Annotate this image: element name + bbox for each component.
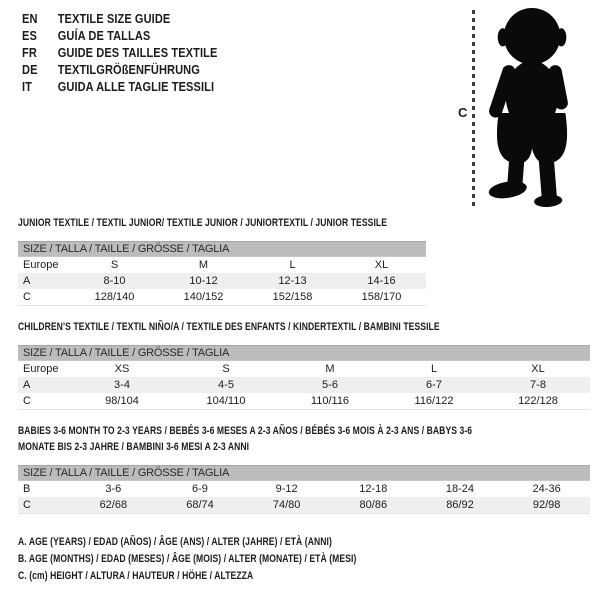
row-label: C [18,497,70,514]
language-list [22,10,217,95]
size-value-cell: 4-5 [174,377,278,393]
babies-table-section [18,423,600,514]
language-row [22,27,217,44]
junior-table-section [18,215,491,306]
size-value-cell: M [325,363,335,375]
size-value-cell: 18-24 [445,483,475,495]
toddler-silhouette-icon [482,6,578,208]
row-label: A [18,377,70,393]
size-value-cell: 74/80 [243,497,330,514]
size-table [18,241,426,306]
size-value-cell: 9-12 [275,483,298,495]
size-value-cell: XS [114,363,130,375]
language-row [22,61,217,78]
language-label: TEXTILE SIZE GUIDE [57,11,171,26]
size-value-cell: 140/152 [183,291,224,303]
language-label: GUIDE DES TAILLES TEXTILE [57,45,218,60]
table-row [18,257,426,274]
footnote-line: A. AGE (YEARS) / EDAD (AÑOS) / ÂGE (ANS) / ALTER (JAHRE) / ETÀ (ANNI) [18,536,332,548]
table-row [18,361,590,378]
size-value-cell: 3-6 [105,483,122,495]
table-title: CHILDREN'S TEXTILE / TEXTIL NIÑO/A / TEXTILE DES ENFANTS / KINDERTEXTIL / BAMBINI TESSILE [18,321,440,333]
footnote-line: C. (cm) HEIGHT / ALTURA / HAUTEUR / HÖHE / ALTEZZA [18,570,254,582]
size-value-cell: 3-4 [70,377,174,393]
size-value-cell: 86/92 [417,497,504,514]
size-value-cell: L [430,363,438,375]
language-label: TEXTILGRÖßENFÜHRUNG [57,62,200,77]
table-header-bar: SIZE / TALLA / TAILLE / GRÖSSE / TAGLIA [18,242,426,257]
language-code: FR [22,45,37,60]
size-value-cell: 5-6 [278,377,382,393]
size-value-cell: S [110,259,119,271]
size-value-cell: 14-16 [337,273,426,289]
table-row [18,273,426,289]
table-title: BABIES 3-6 MONTH TO 2-3 YEARS / BEBÉS 3-6 MESES A 2-3 AÑOS / BÉBÉS 3-6 MOIS À 2-3 ANS / BABYS 3-6 MONATE BIS 2-3 JAHRE / BAMBINI 3-6 MESI A 2-3 ANNI [18,425,473,453]
children-size-table [18,345,590,410]
language-code: EN [22,11,38,26]
size-value-cell: 158/170 [361,291,402,303]
language-label: GUIDA ALLE TAGLIE TESSILI [57,79,215,94]
size-value-cell: 12-13 [248,273,337,289]
size-value-cell: 80/86 [330,497,417,514]
size-value-cell: 110/116 [310,395,350,407]
size-value-cell: 92/98 [503,497,590,514]
size-value-cell: 152/158 [272,291,313,303]
table-row [18,289,426,306]
junior-size-table [18,241,426,306]
height-label: C [458,105,468,120]
height-dotted-line [472,10,475,208]
size-value-cell: 6-7 [382,377,486,393]
language-code: ES [22,28,37,43]
language-row [22,10,217,27]
size-value-cell: 12-18 [359,483,388,495]
size-value-cell: 122/128 [518,395,558,407]
table-header-bar: SIZE / TALLA / TAILLE / GRÖSSE / TAGLIA [18,466,590,481]
size-value-cell: M [198,259,209,271]
table-row [18,497,590,514]
table-title: JUNIOR TEXTILE / TEXTIL JUNIOR/ TEXTILE JUNIOR / JUNIORTEXTIL / JUNIOR TESSILE [18,217,388,229]
footnotes [18,534,356,585]
size-value-cell: 128/140 [94,291,135,303]
size-value-cell: 104/110 [206,395,246,407]
size-value-cell: S [222,363,230,375]
language-label: GUÍA DE TALLAS [57,28,151,43]
table-row [18,377,590,393]
size-value-cell: 7-8 [486,377,590,393]
row-label: B [23,483,31,495]
babies-size-table [18,465,590,514]
language-code: IT [22,79,33,94]
table-header-bar: SIZE / TALLA / TAILLE / GRÖSSE / TAGLIA [18,346,590,361]
size-table [18,345,590,410]
size-value-cell: 62/68 [70,497,157,514]
row-label: C [23,291,31,303]
size-value-cell: 8-10 [70,273,159,289]
children-table-section [18,319,590,410]
size-value-cell: 10-12 [159,273,248,289]
language-code: DE [22,62,38,77]
language-row [22,44,217,61]
size-value-cell: 68/74 [157,497,244,514]
table-row [18,481,590,498]
row-label: C [23,395,31,407]
row-label: Europe [23,259,59,271]
size-value-cell: 24-36 [532,483,561,495]
footnote-line: B. AGE (MONTHS) / EDAD (MESES) / ÂGE (MOIS) / ALTER (MONATE) / ETÀ (MESI) [18,553,357,565]
size-value-cell: XL [374,259,389,271]
table-row [18,393,590,410]
size-value-cell: 98/104 [105,395,139,407]
size-value-cell: 6-9 [192,483,208,495]
row-label: A [18,273,70,289]
size-value-cell: XL [531,363,545,375]
row-label: Europe [23,363,59,375]
size-value-cell: L [289,259,296,271]
language-row [22,78,217,95]
size-table [18,465,590,514]
size-value-cell: 116/122 [414,395,454,407]
